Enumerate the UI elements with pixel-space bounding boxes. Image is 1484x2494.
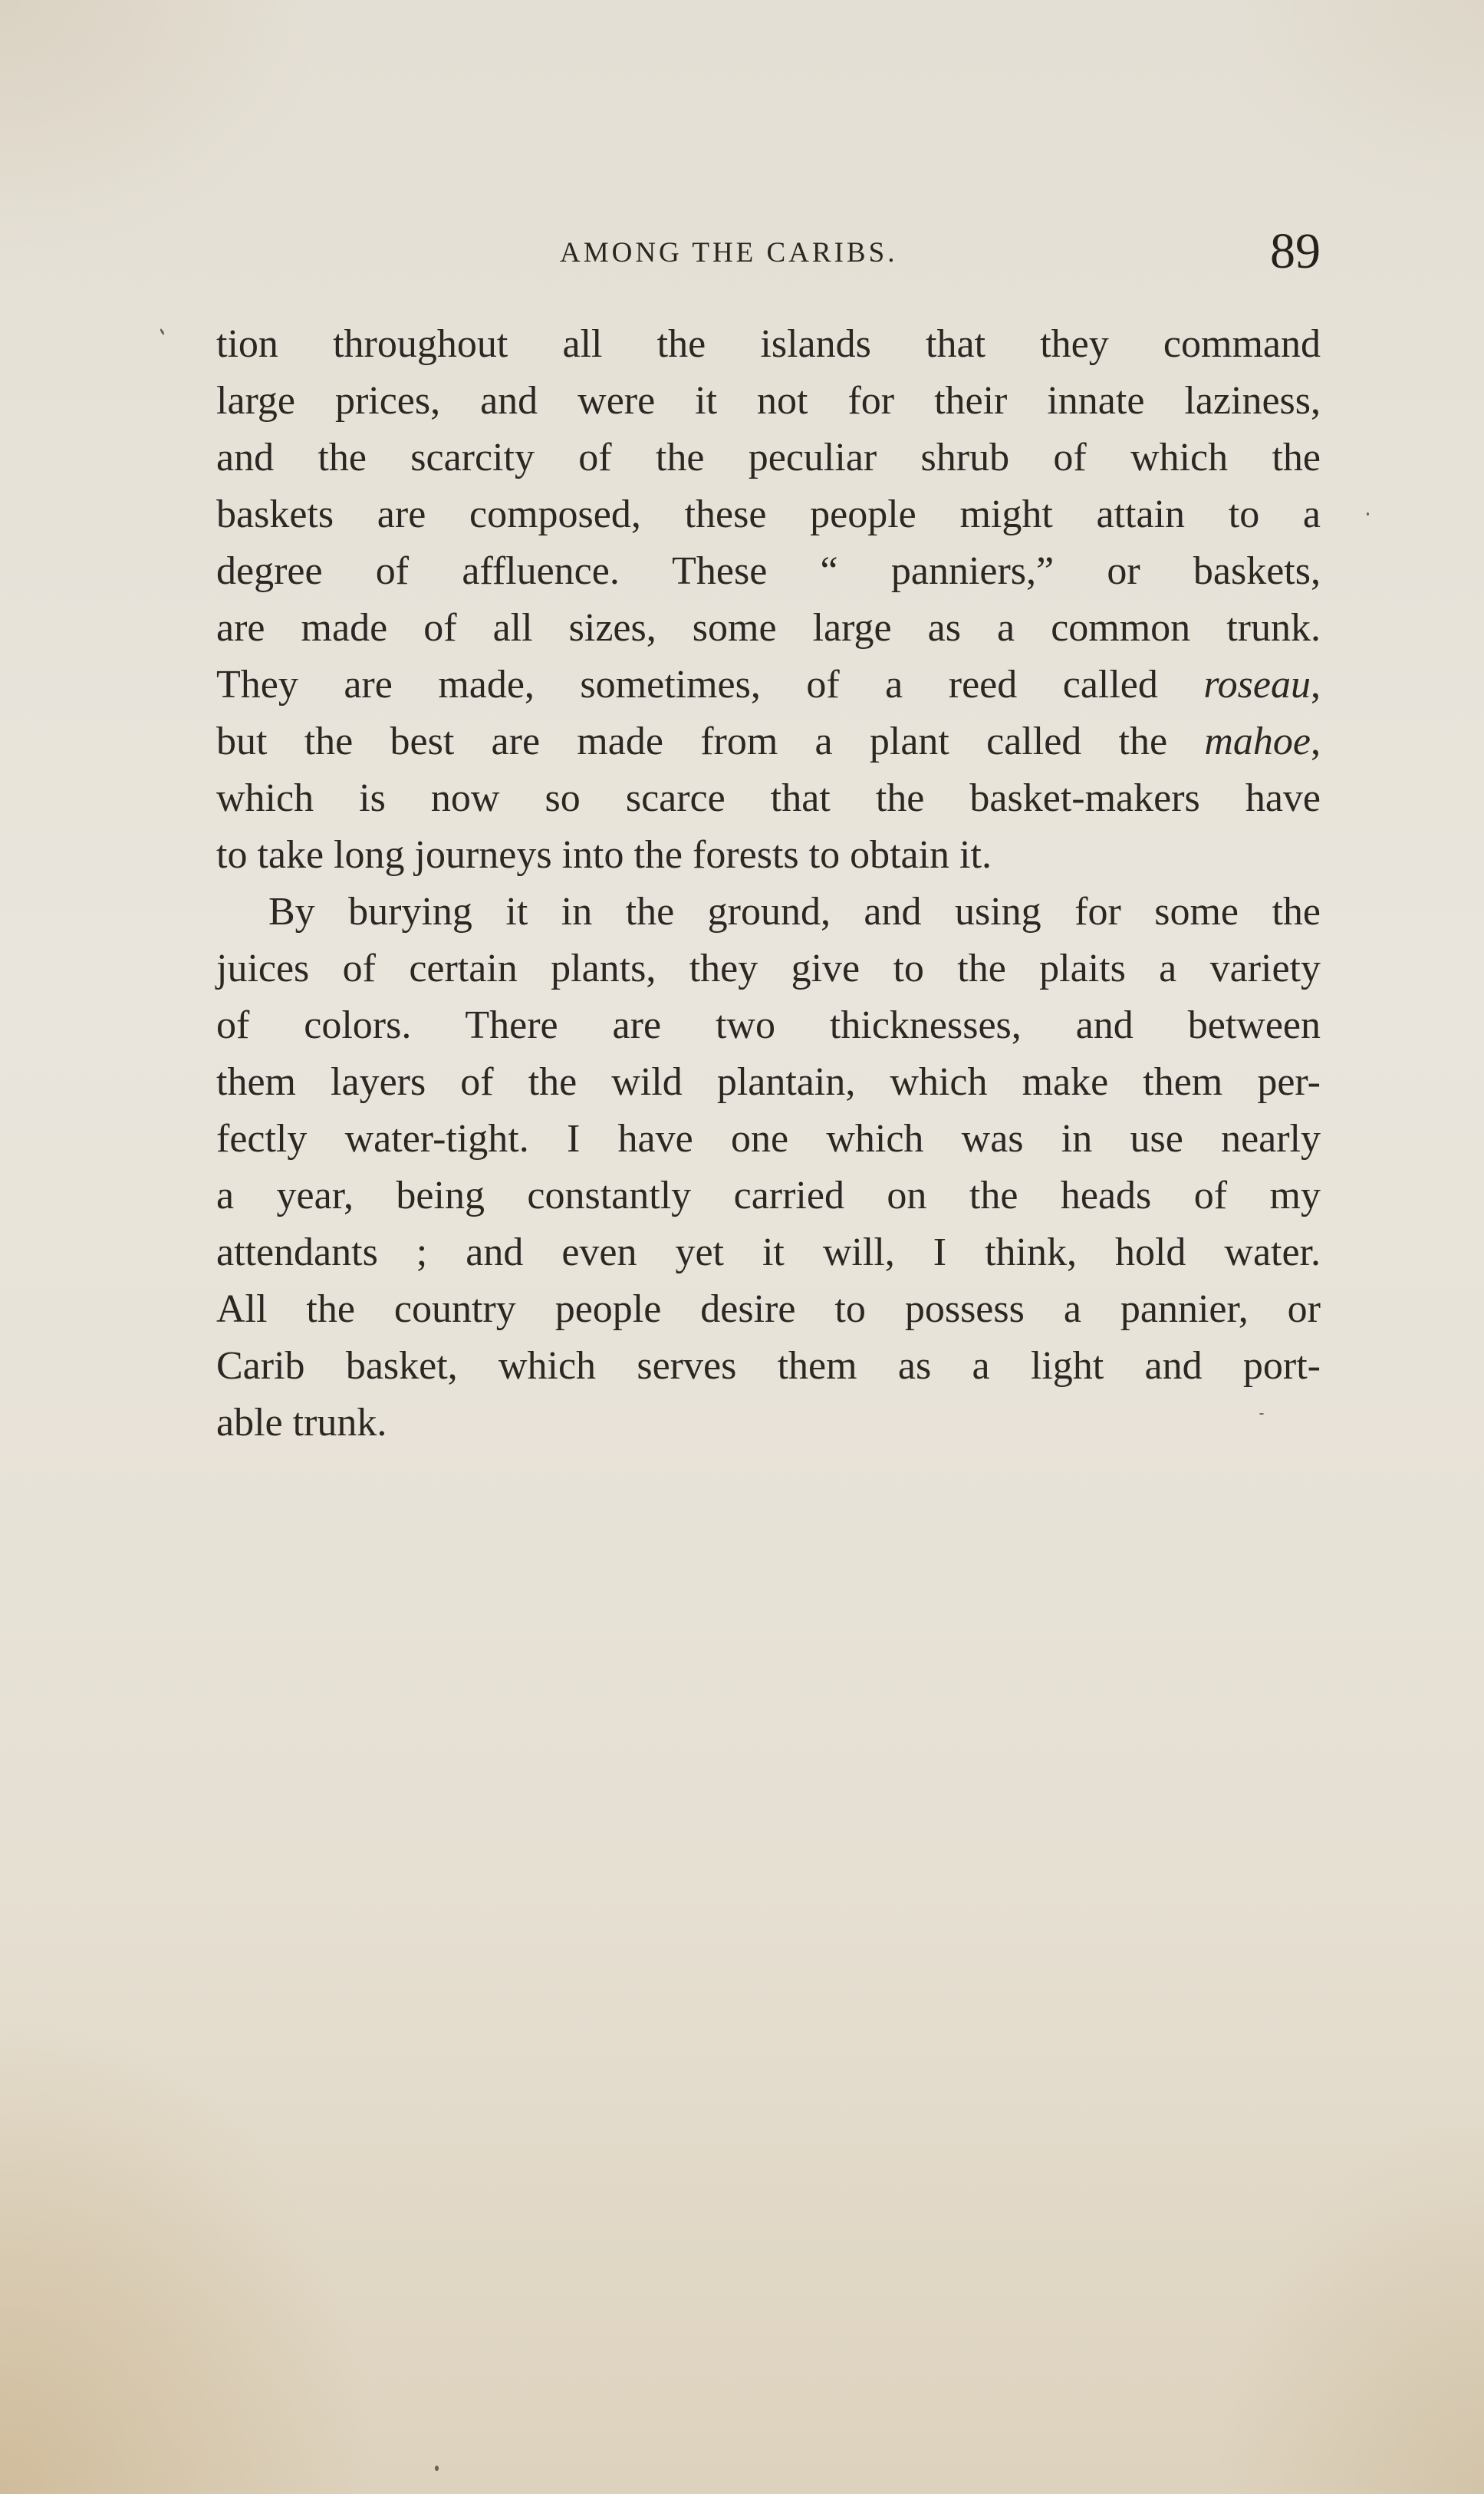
text-line: and the scarcity of the peculiar shrub of which the bbox=[216, 436, 1321, 479]
text-line: All the country people desire to possess a pannier, or bbox=[216, 1287, 1321, 1331]
text-line: tion throughout all the islands that they command bbox=[216, 322, 1321, 366]
text-run: , bbox=[1311, 720, 1321, 763]
text-line bbox=[216, 713, 1321, 770]
text-run: but the best are made from a plant called the bbox=[216, 720, 1205, 763]
italic-term-roseau: roseau bbox=[1203, 663, 1311, 707]
text-run: They are made, sometimes, of a reed called bbox=[216, 663, 1204, 707]
text-line: a year, being constantly carried on the heads of my bbox=[216, 1174, 1321, 1217]
text-line: are made of all sizes, some large as a common trunk. bbox=[216, 606, 1321, 650]
paper-speck bbox=[160, 328, 165, 335]
body-text bbox=[216, 316, 1321, 1451]
paper-speck bbox=[1367, 512, 1369, 516]
text-line: able trunk. bbox=[216, 1401, 387, 1445]
text-line: to take long journeys into the forests to obtain it. bbox=[216, 833, 992, 877]
page-number: 89 bbox=[1270, 223, 1321, 279]
text-line: large prices, and were it not for their innate laziness, bbox=[216, 379, 1321, 423]
text-line: degree of affluence. These “ panniers,” or baskets, bbox=[216, 549, 1321, 593]
italic-term-mahoe: mahoe bbox=[1204, 720, 1311, 763]
running-title: AMONG THE CARIBS. bbox=[560, 237, 898, 269]
text-line: them layers of the wild plantain, which make them per- bbox=[216, 1060, 1321, 1104]
text-line: juices of certain plants, they give to the plaits a variety bbox=[216, 947, 1321, 990]
running-header bbox=[216, 223, 1321, 284]
text-line: Carib basket, which serves them as a light and port- bbox=[216, 1344, 1321, 1388]
text-line: By burying it in the ground, and using for some the bbox=[268, 890, 1321, 934]
text-line bbox=[216, 657, 1321, 713]
text-run: , bbox=[1311, 663, 1321, 707]
text-line: attendants ; and even yet it will, I think, hold water. bbox=[216, 1231, 1321, 1274]
paper-speck bbox=[435, 2466, 439, 2471]
text-line: baskets are composed, these people might attain to a bbox=[216, 493, 1321, 536]
text-line: of colors. There are two thicknesses, and between bbox=[216, 1003, 1321, 1047]
text-line: fectly water-tight. I have one which was in use nearly bbox=[216, 1117, 1321, 1161]
text-line: which is now so scarce that the basket-makers have bbox=[216, 776, 1321, 820]
paper-speck bbox=[1259, 1413, 1264, 1415]
